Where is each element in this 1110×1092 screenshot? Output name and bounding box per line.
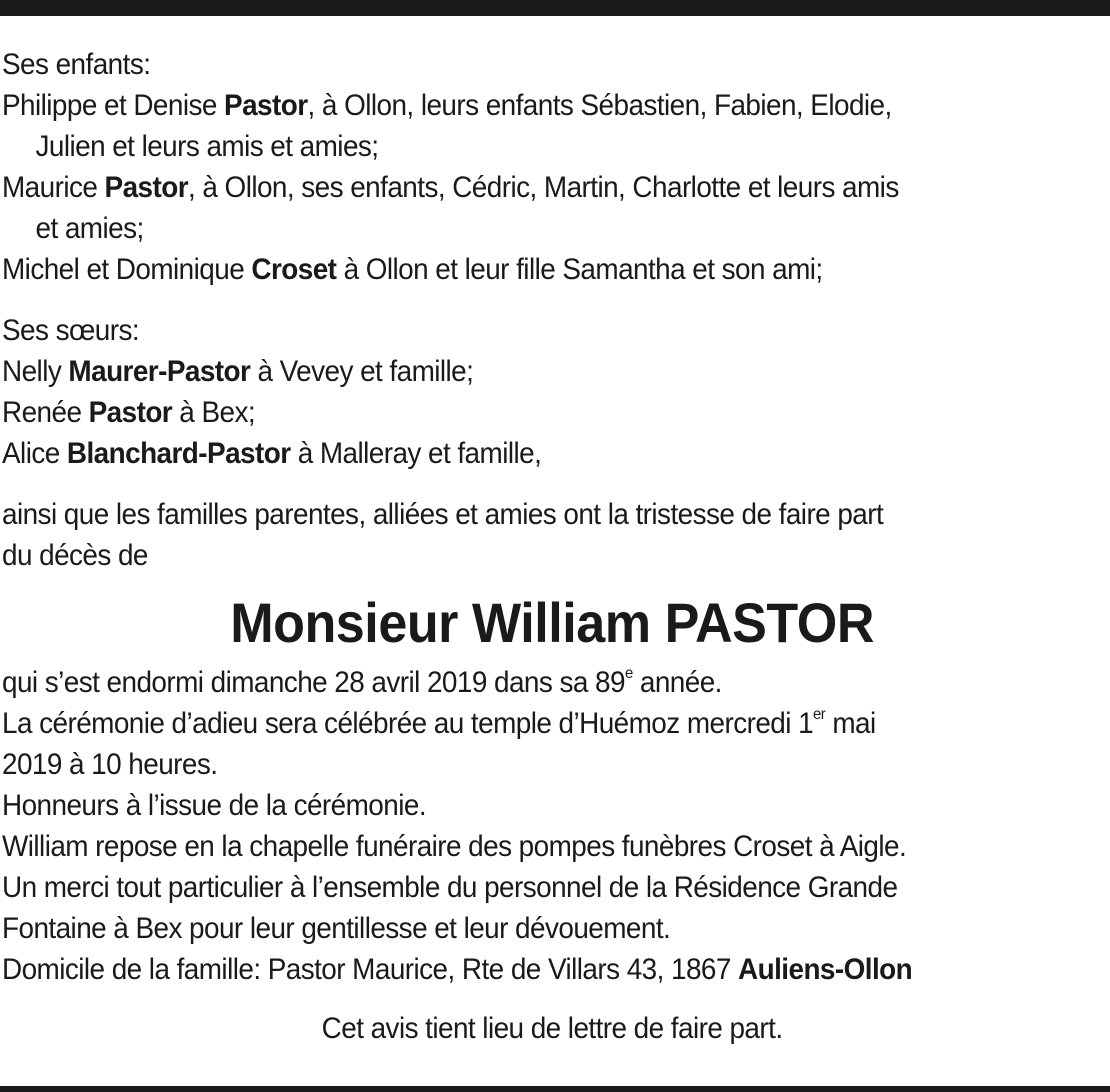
- entry-text: , à Ollon, ses enfants, Cédric, Martin, Charlotte et leurs amis: [188, 171, 899, 204]
- entry-text: Philippe et Denise: [2, 89, 225, 122]
- family-entry: [2, 249, 1102, 290]
- family-name: Pastor: [88, 396, 173, 429]
- entry-text: à Vevey et famille;: [250, 355, 474, 388]
- announcement-line: ainsi que les familles parentes, alliées et amies ont la tristesse de faire part: [2, 498, 884, 531]
- family-name: Maurer-Pastor: [68, 355, 251, 388]
- announcement-line: du décès de: [2, 539, 148, 572]
- detail-text: année.: [632, 666, 722, 699]
- entry-text: à Bex;: [172, 396, 256, 429]
- entry-text: , à Ollon, leurs enfants Sébastien, Fabien, Elodie,: [307, 89, 892, 122]
- family-name: Blanchard-Pastor: [66, 437, 291, 470]
- bottom-rule: [0, 1086, 1110, 1092]
- domicile-line: [2, 949, 1102, 990]
- detail-text: qui s’est endormi dimanche 28 avril 2019 dans sa 89: [2, 666, 625, 699]
- detail-text: mai: [825, 707, 876, 740]
- locality-name: Auliens-Ollon: [738, 953, 913, 986]
- thanks-line: Un merci tout particulier à l’ensemble du personnel de la Résidence Grande: [2, 871, 898, 904]
- detail-text: Domicile de la famille: Pastor Maurice, Rte de Villars 43, 1867: [2, 953, 739, 986]
- entry-text: Maurice: [2, 171, 105, 204]
- ceremony-details-cont: 2019 à 10 heures.: [2, 748, 218, 781]
- entry-text: Renée: [2, 396, 89, 429]
- ordinal-suffix: e: [624, 665, 633, 682]
- family-name: Croset: [251, 253, 337, 286]
- ordinal-suffix: er: [813, 706, 826, 723]
- entry-text: Alice: [2, 437, 67, 470]
- honours-line: Honneurs à l’issue de la cérémonie.: [2, 789, 427, 822]
- top-rule: [0, 0, 1110, 16]
- family-entry-cont: et amies;: [35, 212, 144, 245]
- rests-line: William repose en la chapelle funéraire des pompes funèbres Croset à Aigle.: [2, 830, 907, 863]
- entry-text: Nelly: [2, 355, 69, 388]
- family-name: Pastor: [224, 89, 308, 122]
- obituary-text: [2, 44, 1102, 1049]
- entry-text: à Malleray et famille,: [290, 437, 542, 470]
- family-entry: [2, 433, 1102, 474]
- sisters-heading: Ses sœurs:: [2, 314, 140, 347]
- detail-text: La cérémonie d’adieu sera célébrée au temple d’Huémoz mercredi 1: [2, 707, 814, 740]
- thanks-line: Fontaine à Bex pour leur gentillesse et leur dévouement.: [2, 912, 671, 945]
- family-entry-cont: Julien et leurs amis et amies;: [35, 130, 379, 163]
- ceremony-details: [2, 703, 1102, 744]
- deceased-name: Monsieur William PASTOR: [230, 591, 874, 654]
- family-entry: [2, 167, 1102, 208]
- closing-note: Cet avis tient lieu de lettre de faire part.: [321, 1012, 783, 1045]
- family-entry: [2, 392, 1102, 433]
- entry-text: Michel et Dominique: [2, 253, 252, 286]
- entry-text: à Ollon et leur fille Samantha et son ami;: [336, 253, 823, 286]
- family-entry: [2, 351, 1102, 392]
- family-entry: [2, 85, 1102, 126]
- passing-details: [2, 662, 1102, 703]
- children-heading: Ses enfants:: [2, 48, 151, 81]
- family-name: Pastor: [104, 171, 189, 204]
